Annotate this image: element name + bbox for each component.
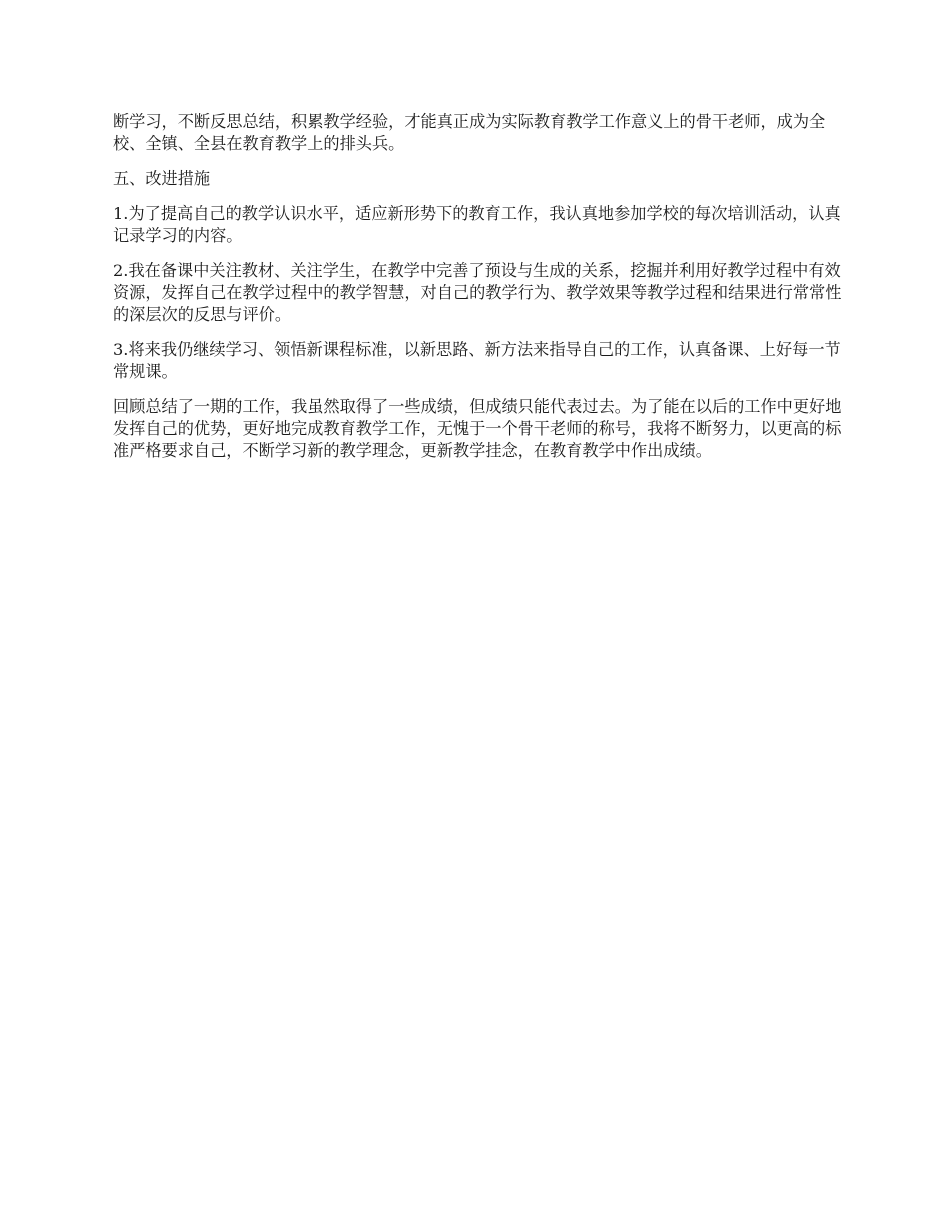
- list-item-2: 2.我在备课中关注教材、关注学生，在教学中完善了预设与生成的关系，挖掘并利用好教学过程中有效资源，发挥自己在教学过程中的教学智慧，对自己的教学行为、教学效果等教学过程和结果进行常常性的深层次的反思与评价。: [113, 261, 842, 324]
- document-page: [113, 111, 843, 475]
- section-heading-improvement-measures: 五、改进措施: [113, 169, 211, 188]
- paragraph-continuation: 断学习，不断反思总结，积累教学经验，才能真正成为实际教育教学工作意义上的骨干老师，成为全校、全镇、全县在教育教学上的排头兵。: [113, 112, 826, 153]
- paragraph-conclusion: 回顾总结了一期的工作，我虽然取得了一些成绩，但成绩只能代表过去。为了能在以后的工作中更好地发挥自己的优势，更好地完成教育教学工作，无愧于一个骨干老师的称号，我将不断努力，以更高的标准严格要求自己，不断学习新的教学理念，更新教学挂念，在教育教学中作出成绩。: [113, 397, 842, 460]
- list-item-3: 3.将来我仍继续学习、领悟新课程标准，以新思路、新方法来指导自己的工作，认真备课、上好每一节常规课。: [113, 340, 841, 381]
- list-item-1: 1.为了提高自己的教学认识水平，适应新形势下的教育工作，我认真地参加学校的每次培训活动，认真记录学习的内容。: [113, 204, 841, 245]
